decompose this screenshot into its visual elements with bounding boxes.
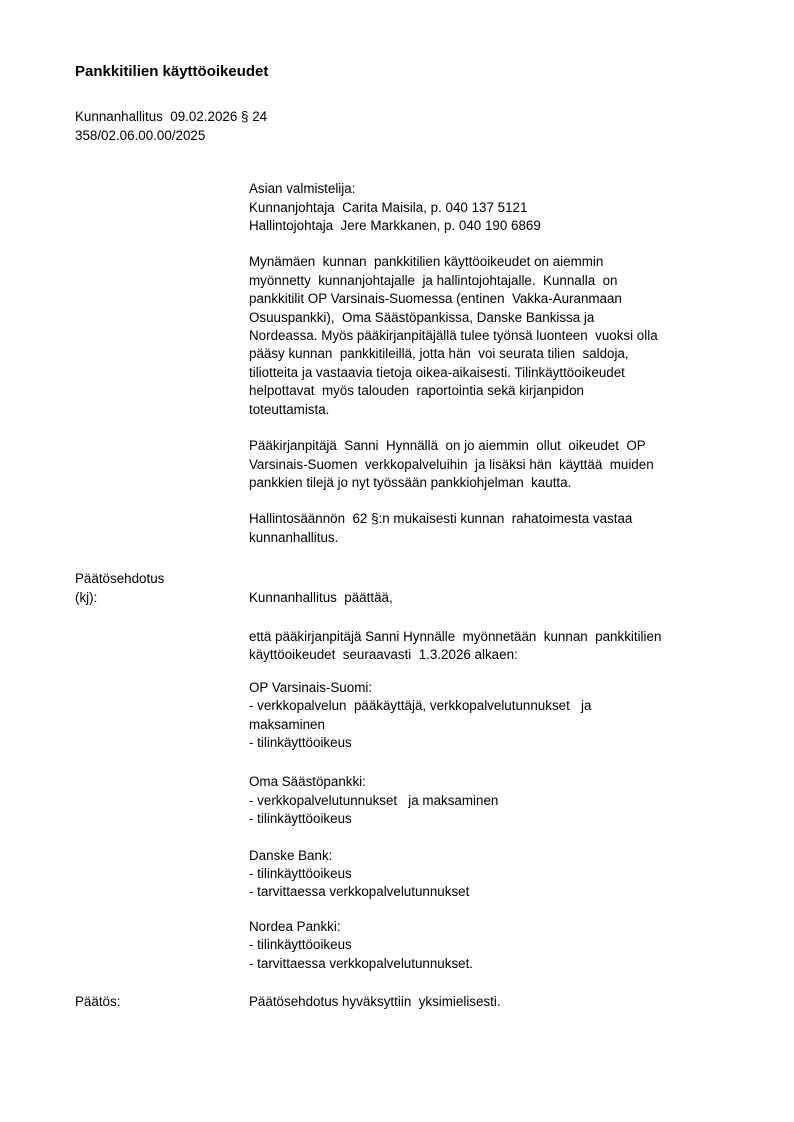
label-line: Päätösehdotus bbox=[75, 571, 165, 587]
decision-proposal-intro-text bbox=[249, 628, 756, 665]
decision-proposal-intro-label bbox=[75, 628, 249, 665]
text-line: Päätösehdotus hyväksyttiin yksimielisesti. bbox=[249, 994, 501, 1010]
text-line: Osuuspankki), Oma Säästöpankissa, Danske Bankissa ja bbox=[249, 309, 595, 325]
statute-paragraph-text bbox=[249, 510, 756, 547]
nordea-pankki-rights-text bbox=[249, 918, 756, 973]
document-meta bbox=[75, 108, 756, 145]
decision-proposal-header-text bbox=[249, 570, 756, 607]
text-line: myönnetty kunnanjohtajalle ja hallintojohtajalle. Kunnalla on bbox=[249, 272, 618, 288]
text-line: helpottavat myös talouden raportointia sekä kirjanpidon bbox=[249, 383, 584, 399]
text-line: - verkkopalvelun pääkäyttäjä, verkkopalvelutunnukset ja bbox=[249, 698, 592, 714]
background-paragraph-2-label bbox=[75, 437, 249, 492]
text-line: Asian valmistelija: bbox=[249, 181, 356, 197]
background-paragraph-2 bbox=[75, 437, 756, 492]
statute-paragraph bbox=[75, 510, 756, 547]
op-varsinais-suomi-rights-text bbox=[249, 679, 756, 753]
oma-saastopankki-rights-text bbox=[249, 773, 756, 828]
oma-saastopankki-rights-label bbox=[75, 773, 249, 828]
text-line: Danske Bank: bbox=[249, 847, 333, 863]
text-line: pankkien tilejä jo nyt työssään pankkiohjelman kautta. bbox=[249, 474, 572, 490]
text-line: toteuttamista. bbox=[249, 401, 330, 417]
document-content bbox=[75, 63, 756, 1011]
background-paragraph-2-text bbox=[249, 437, 756, 492]
nordea-pankki-rights-label bbox=[75, 918, 249, 973]
preparer-info bbox=[75, 180, 756, 235]
oma-saastopankki-rights bbox=[75, 773, 756, 828]
text-line: tiliotteita ja vastaavia tietoja oikea-aikaisesti. Tilinkäyttöoikeudet bbox=[249, 364, 625, 380]
text-line: kunnanhallitus. bbox=[249, 529, 339, 545]
danske-bank-rights-label bbox=[75, 847, 249, 902]
text-line: pääsy kunnan pankkitileillä, jotta hän voi seurata tilien saldoja, bbox=[249, 346, 629, 362]
document-title: Pankkitilien käyttöoikeudet bbox=[75, 63, 269, 80]
text-line: - verkkopalvelutunnukset ja maksaminen bbox=[249, 792, 499, 808]
decision bbox=[75, 993, 756, 1011]
text-line bbox=[249, 570, 756, 588]
text-line: - tilinkäyttöoikeus bbox=[249, 937, 352, 953]
text-line: että pääkirjanpitäjä Sanni Hynnälle myönnetään kunnan pankkitilien bbox=[249, 628, 662, 644]
op-varsinais-suomi-rights bbox=[75, 679, 756, 753]
danske-bank-rights-text bbox=[249, 847, 756, 902]
text-line: Nordeassa. Myös pääkirjanpitäjällä tulee työnsä luonteen vuoksi olla bbox=[249, 328, 658, 344]
label-line: Päätös: bbox=[75, 994, 121, 1010]
decision-proposal-intro bbox=[75, 628, 756, 665]
preparer-info-label bbox=[75, 180, 249, 235]
text-line: Hallintojohtaja Jere Markkanen, p. 040 190 6869 bbox=[249, 218, 541, 234]
background-paragraph-1-text bbox=[249, 253, 756, 419]
text-line: Varsinais-Suomen verkkopalveluihin ja lisäksi hän käyttää muiden bbox=[249, 456, 654, 472]
text-line: OP Varsinais-Suomi: bbox=[249, 679, 373, 695]
meta-line: 358/02.06.00.00/2025 bbox=[75, 127, 206, 143]
text-line: Kunnanjohtaja Carita Maisila, p. 040 137 5121 bbox=[249, 199, 528, 215]
text-line: Oma Säästöpankki: bbox=[249, 774, 366, 790]
preparer-info-text bbox=[249, 180, 756, 235]
meta-line: Kunnanhallitus 09.02.2026 § 24 bbox=[75, 109, 268, 125]
decision-proposal-header bbox=[75, 570, 756, 607]
text-line: - tarvittaessa verkkopalvelutunnukset. bbox=[249, 955, 474, 971]
background-paragraph-1 bbox=[75, 253, 756, 419]
text-line: Pääkirjanpitäjä Sanni Hynnällä on jo aiemmin ollut oikeudet OP bbox=[249, 438, 646, 454]
decision-proposal-header-label bbox=[75, 570, 249, 607]
decision-text bbox=[249, 993, 756, 1011]
statute-paragraph-label bbox=[75, 510, 249, 547]
text-line: Kunnanhallitus päättää, bbox=[249, 589, 393, 605]
text-line: maksaminen bbox=[249, 716, 325, 732]
document-blocks bbox=[75, 180, 756, 1011]
nordea-pankki-rights bbox=[75, 918, 756, 973]
text-line: - tilinkäyttöoikeus bbox=[249, 734, 352, 750]
decision-label bbox=[75, 993, 249, 1011]
text-line: Nordea Pankki: bbox=[249, 918, 341, 934]
danske-bank-rights bbox=[75, 847, 756, 902]
text-line: pankkitilit OP Varsinais-Suomessa (entinen Vakka-Auranmaan bbox=[249, 291, 622, 307]
text-line: - tarvittaessa verkkopalvelutunnukset bbox=[249, 884, 470, 900]
text-line: käyttöoikeudet seuraavasti 1.3.2026 alkaen: bbox=[249, 647, 518, 663]
text-line: Hallintosäännön 62 §:n mukaisesti kunnan rahatoimesta vastaa bbox=[249, 511, 633, 527]
text-line: - tilinkäyttöoikeus bbox=[249, 811, 352, 827]
text-line: - tilinkäyttöoikeus bbox=[249, 866, 352, 881]
text-line: Mynämäen kunnan pankkitilien käyttöoikeudet on aiemmin bbox=[249, 254, 604, 270]
op-varsinais-suomi-rights-label bbox=[75, 679, 249, 753]
label-line: (kj): bbox=[75, 589, 98, 605]
background-paragraph-1-label bbox=[75, 253, 249, 419]
